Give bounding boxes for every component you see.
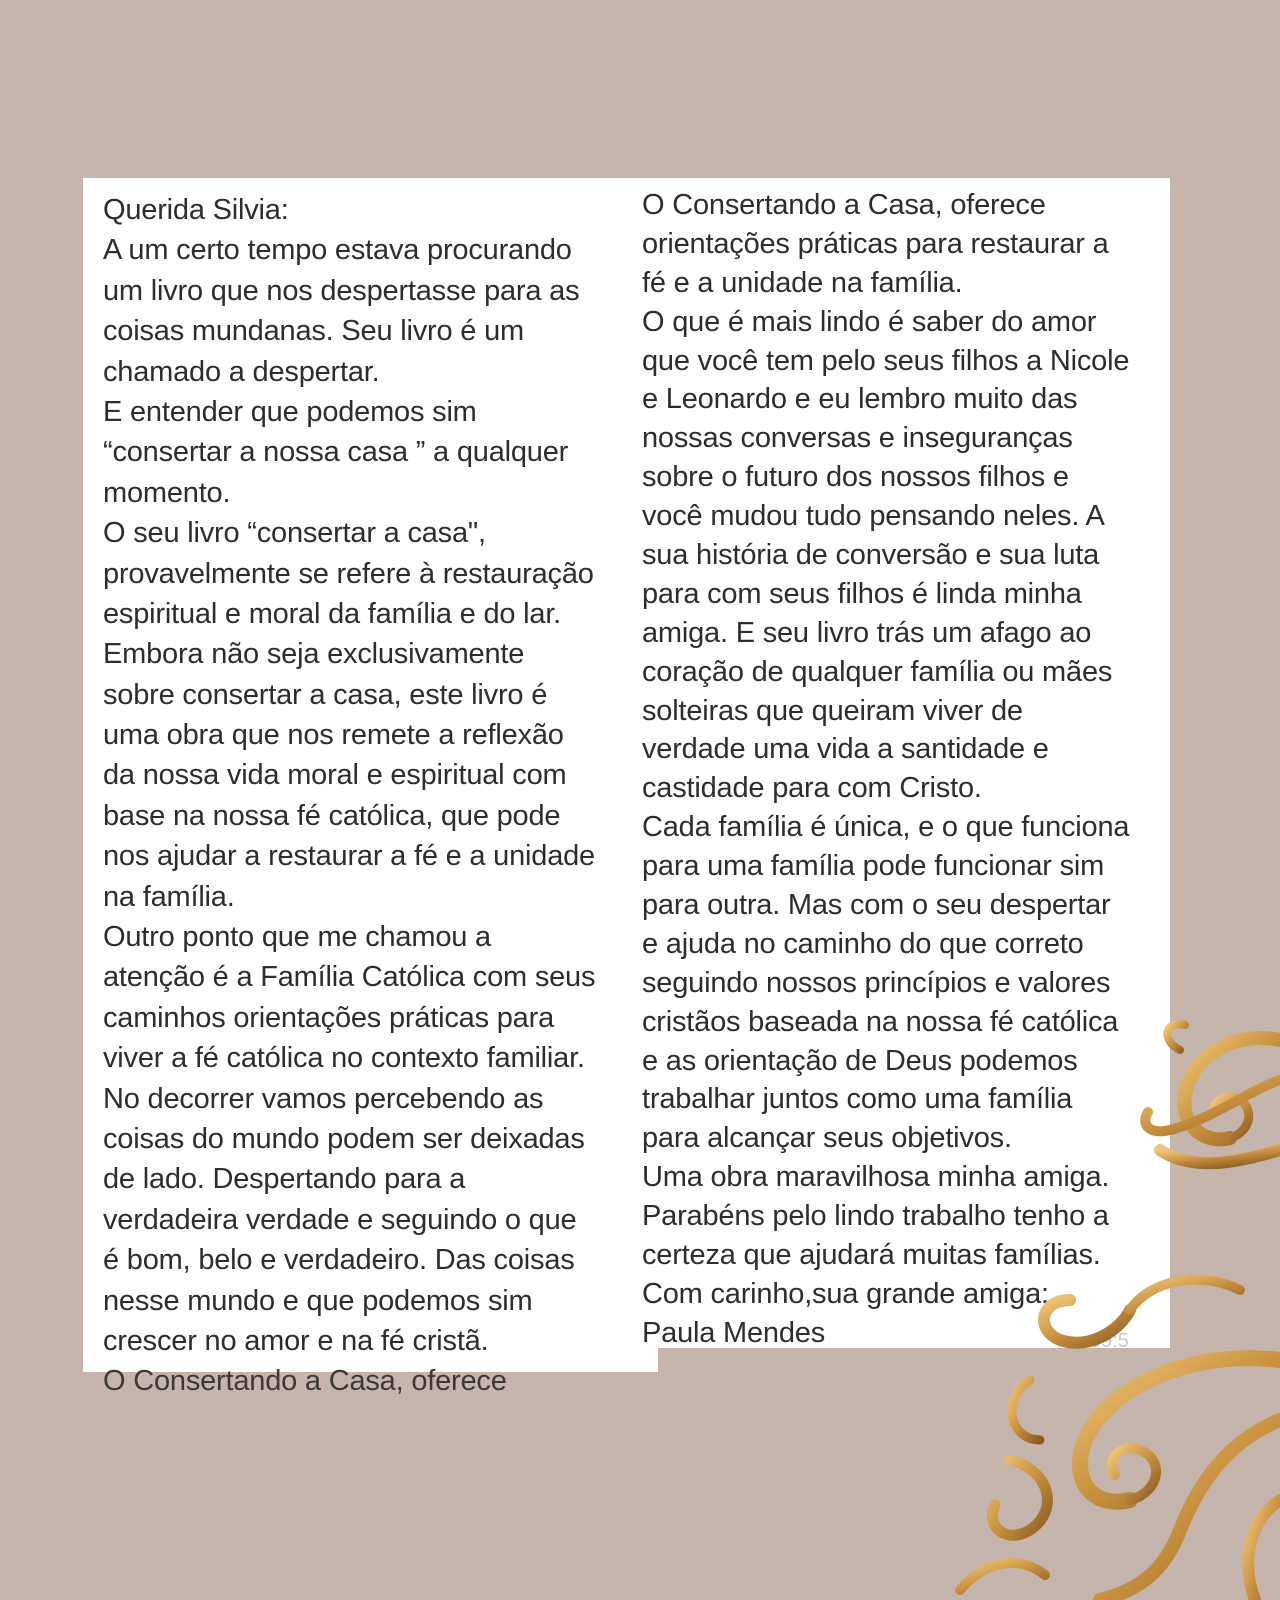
letter-line: amiga. E seu livro trás um afago ao — [642, 616, 1092, 649]
letter-line: espiritual e moral da família e do lar. — [103, 597, 562, 630]
letter-line: verdadeira verdade e seguindo o que — [103, 1203, 577, 1236]
letter-line: para outra. Mas com o seu despertar — [642, 889, 1111, 922]
letter-line: Uma obra maravilhosa minha amiga. — [642, 1161, 1110, 1194]
letter-line: O Consertando a Casa, oferece — [103, 1365, 507, 1398]
letter-line: “consertar a nossa casa ” a qualquer — [103, 436, 569, 469]
letter-line: caminhos orientações práticas para — [103, 1001, 554, 1034]
letter-line: Outro ponto que me chamou a — [103, 921, 491, 954]
letter-line: e Leonardo e eu lembro muito das — [642, 383, 1078, 416]
letter-line: O Consertando a Casa, oferece — [642, 189, 1046, 221]
letter-line: O seu livro “consertar a casa", — [103, 517, 486, 550]
letter-left-column — [83, 178, 658, 1398]
letter-line: um livro que nos despertasse para as — [103, 274, 580, 307]
letter-line: coisas do mundo podem ser deixadas — [103, 1122, 585, 1155]
letter-line: sua história de conversão e sua luta — [642, 539, 1100, 572]
letter-line: nossas conversas e inseguranças — [642, 422, 1073, 455]
letter-line: orientações práticas para restaurar a — [642, 227, 1109, 260]
letter-line: provavelmente se refere à restauração — [103, 557, 594, 590]
letter-line: A um certo tempo estava procurando — [103, 234, 572, 267]
letter-line: é bom, belo e verdadeiro. Das coisas — [103, 1244, 575, 1277]
letter-line: para alcançar seus objetivos. — [642, 1122, 1012, 1155]
letter-line: trabalhar juntos como uma família — [642, 1083, 1073, 1116]
letter-line: Querida Silvia: — [103, 194, 289, 226]
letter-line: viver a fé católica no contexto familiar. — [103, 1042, 585, 1075]
letter-line: você mudou tudo pensando neles. A — [642, 500, 1105, 533]
letter-line: e as orientação de Deus podemos — [642, 1044, 1078, 1077]
letter-line: Paula Mendes — [642, 1316, 825, 1349]
letter-line: da nossa vida moral e espiritual com — [103, 759, 567, 792]
letter-line: certeza que ajudará muitas famílias. — [642, 1239, 1101, 1272]
letter-line: cristãos baseada na nossa fé católica — [642, 1005, 1119, 1038]
letter-line: e ajuda no caminho do que correto — [642, 927, 1084, 960]
letter-line: nos ajudar a restaurar a fé e a unidade — [103, 840, 595, 873]
letter-line: momento. — [103, 476, 231, 509]
letter-line: chamado a despertar. — [103, 355, 380, 388]
letter-line: na família. — [103, 880, 235, 913]
letter-line: uma obra que nos remete a reflexão — [103, 719, 564, 752]
letter-right-column — [638, 178, 1170, 1348]
letter-line: coisas mundanas. Seu livro é um — [103, 315, 524, 348]
letter-line: No decorrer vamos percebendo as — [103, 1082, 544, 1115]
letter-line: sobre o futuro dos nossos filhos e — [642, 461, 1069, 494]
letter-line: Embora não seja exclusivamente — [103, 638, 525, 671]
letter-line: de lado. Despertando para a — [103, 1163, 466, 1196]
letter-line: Parabéns pelo lindo trabalho tenho a — [642, 1200, 1109, 1233]
letter-line: O que é mais lindo é saber do amor — [642, 305, 1097, 338]
letter-line: castidade para com Cristo. — [642, 772, 982, 805]
letter-line: sobre consertar a casa, este livro é — [103, 678, 548, 711]
letter-line: nesse mundo e que podemos sim — [103, 1284, 533, 1317]
message-timestamp: 09:5 — [1090, 1330, 1129, 1352]
letter-line: fé e a unidade na família. — [642, 266, 963, 299]
letter-line: Cada família é única, e o que funciona — [642, 811, 1130, 844]
letter-line: para com seus filhos é linda minha — [642, 577, 1082, 610]
letter-line: seguindo nossos princípios e valores — [642, 966, 1111, 999]
letter-line: solteiras que queiram viver de — [642, 694, 1023, 727]
letter-line: coração de qualquer família ou mães — [642, 655, 1113, 688]
letter-line: Com carinho,sua grande amiga: — [642, 1277, 1049, 1310]
letter-line: que você tem pelo seus filhos a Nicole — [642, 344, 1130, 377]
letter-line: crescer no amor e na fé cristã. — [103, 1324, 489, 1357]
letter-line: para uma família pode funcionar sim — [642, 850, 1105, 883]
letter-line: verdade uma vida a santidade e — [642, 733, 1049, 766]
letter-line: atenção é a Família Católica com seus — [103, 961, 596, 994]
letter-line: base na nossa fé católica, que pode — [103, 799, 561, 832]
letter-line: E entender que podemos sim — [103, 395, 477, 428]
